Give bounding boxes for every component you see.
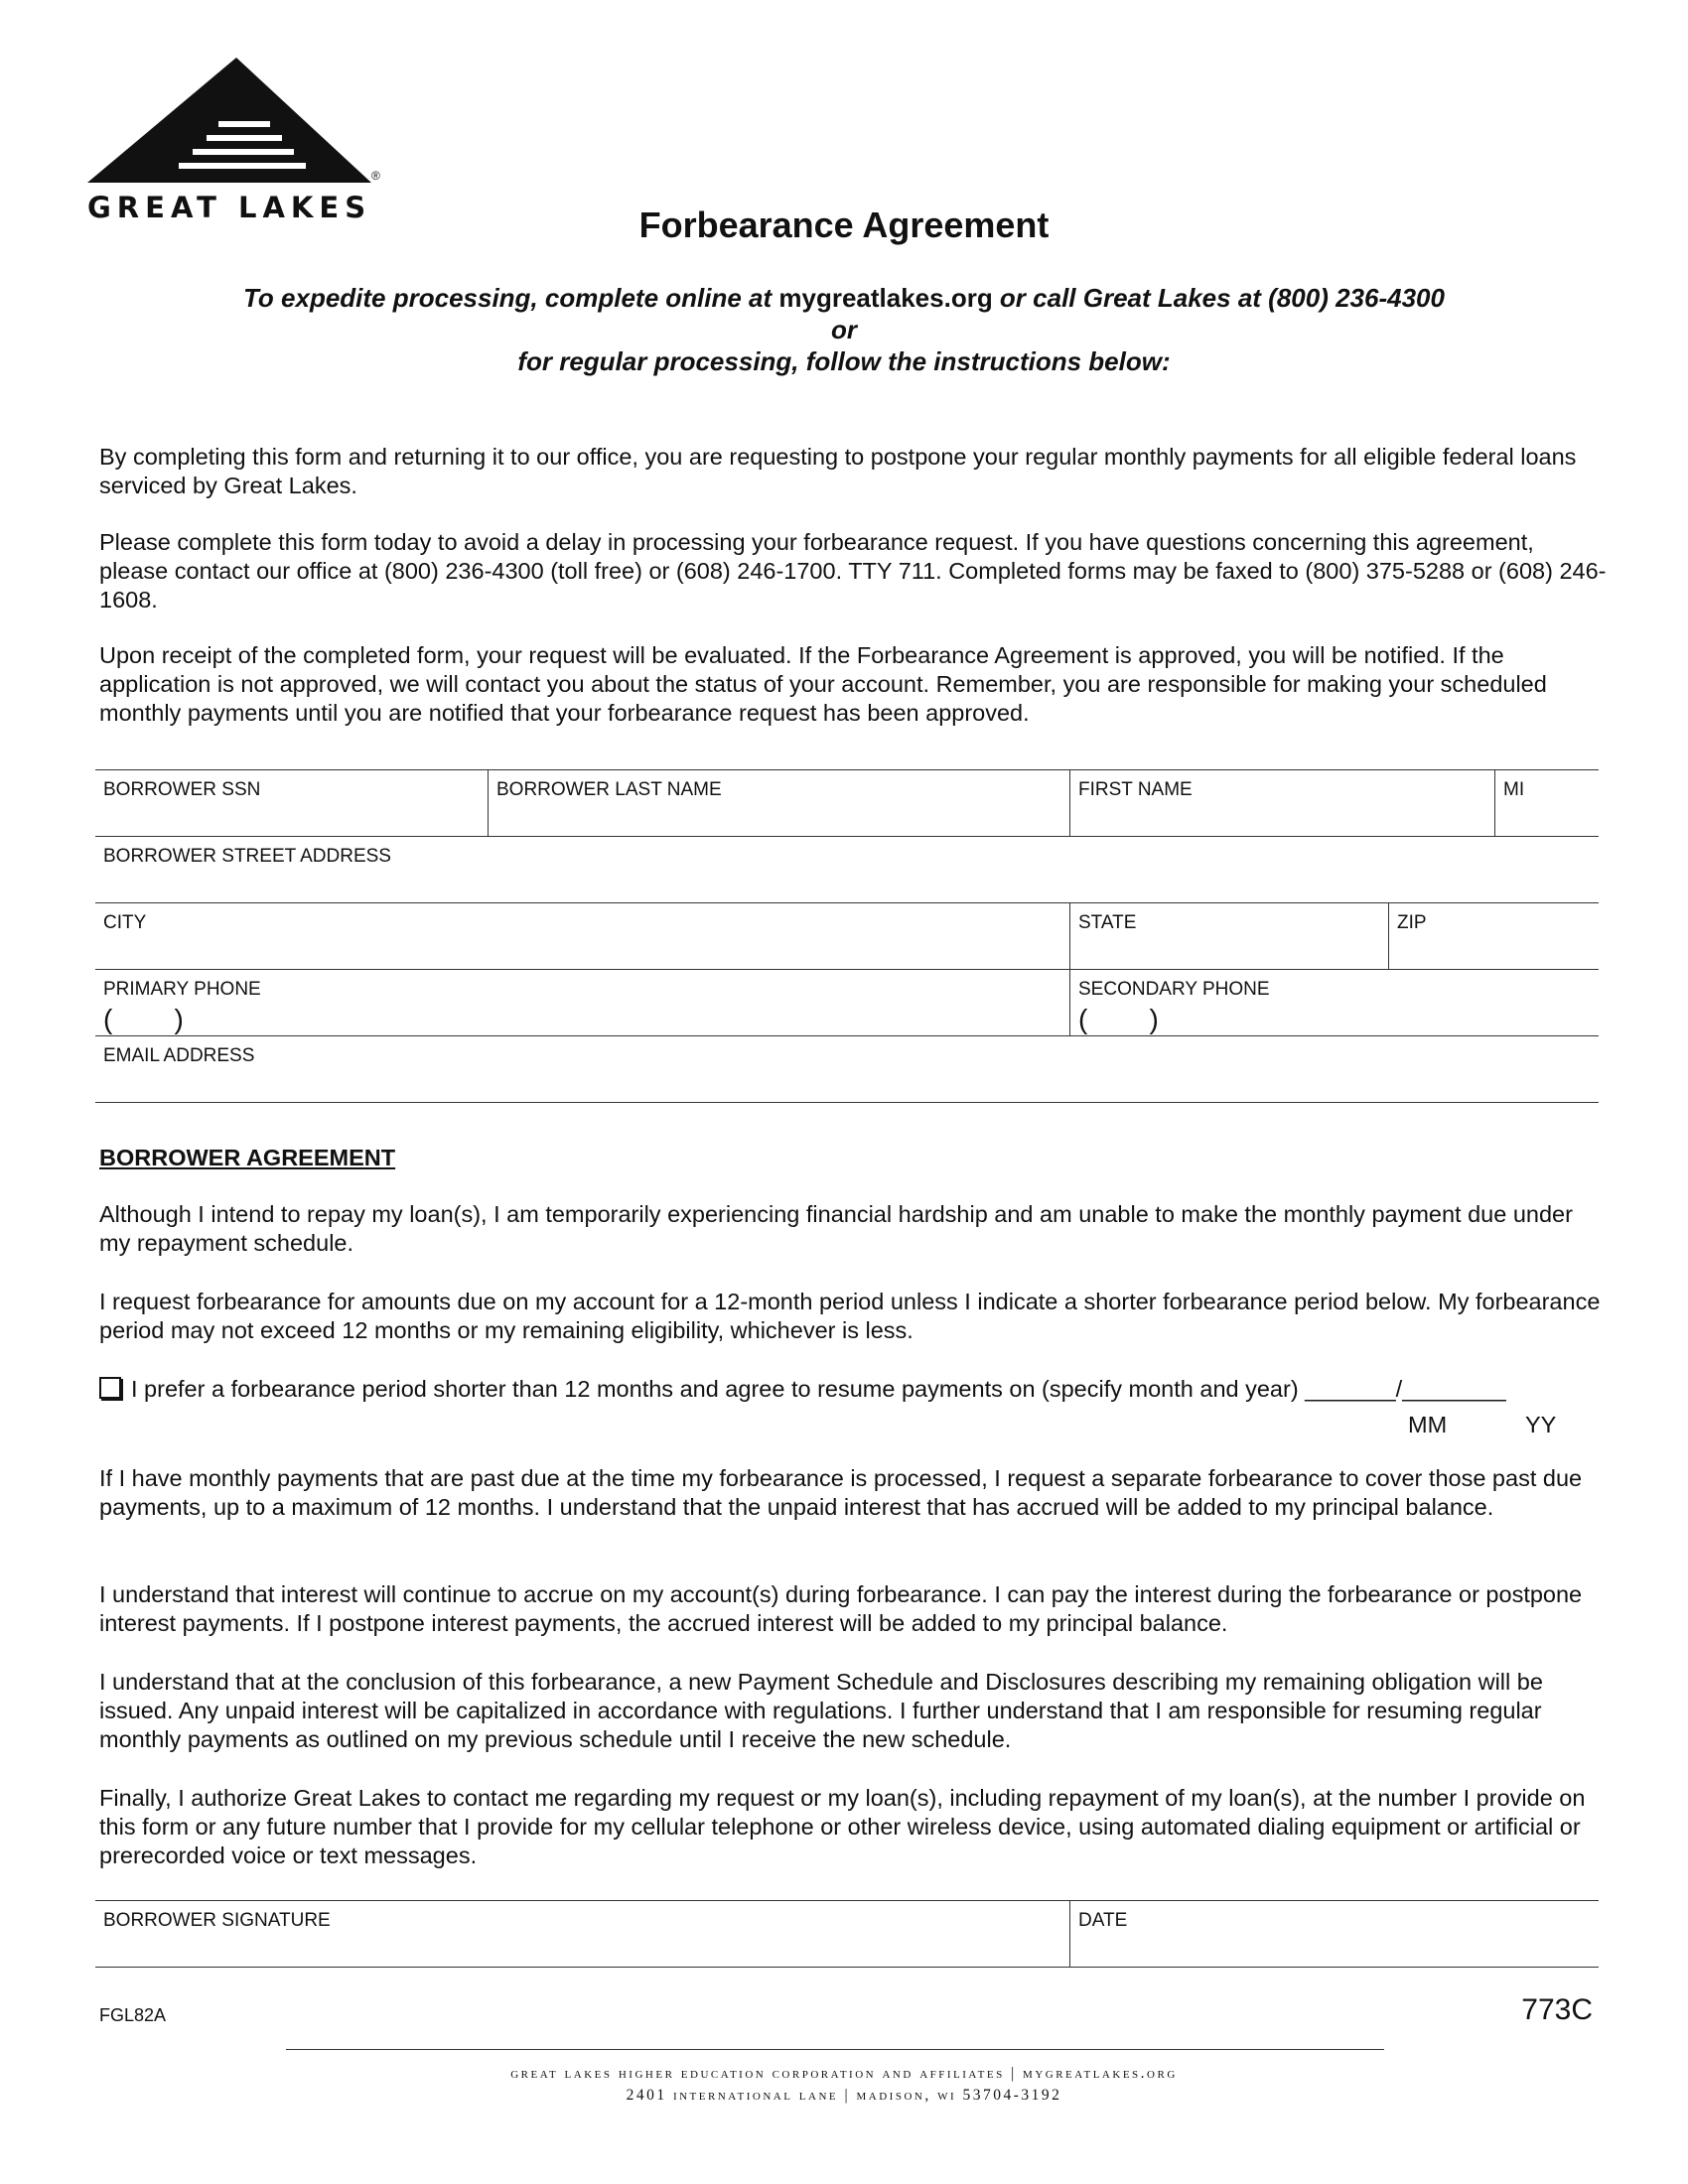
form-row-name [95, 769, 1599, 836]
instructions-line-1 [0, 282, 1688, 314]
secondary-phone-field[interactable] [1069, 970, 1599, 1035]
last-name-label: BORROWER LAST NAME [496, 779, 722, 800]
instructions-text: To expedite processing, complete online at [243, 283, 779, 313]
first-name-field[interactable] [1069, 770, 1494, 836]
agreement-paragraph-4: I understand that interest will continue to accrue on my account(s) during forbearance. I can pay the interest during the forbearance or postpone interest payments. If I postpone interest payments, the accrued interest will be added to my principal balance. [99, 1581, 1583, 1636]
mountain-logo-icon [87, 58, 391, 192]
instructions-line-2: or [831, 315, 857, 344]
date-field[interactable] [1069, 1901, 1599, 1967]
shorter-period-option [99, 1376, 1506, 1403]
borrower-agreement-heading: BORROWER AGREEMENT [99, 1145, 396, 1170]
agreement-paragraph-3: If I have monthly payments that are past due at the time my forbearance is processed, I request a separate forbearance to cover those past due payments, up to a maximum of 12 months. I understand that the unpaid interest that has accrued will be added to my principal balance. [99, 1465, 1583, 1520]
area-code-parens: ( ) [103, 1004, 184, 1034]
footer-line-2: 2401 international lane | madison, wi 53704-3192 [626, 2087, 1062, 2104]
email-field[interactable] [95, 1036, 1599, 1102]
page-title: Forbearance Agreement [638, 205, 1050, 245]
footer-divider [286, 2049, 1384, 2050]
borrower-info-form [95, 769, 1599, 1103]
month-caption: MM [1408, 1412, 1448, 1437]
instructions-phone-text: or call Great Lakes at (800) 236-4300 [992, 283, 1445, 313]
form-row-phone [95, 969, 1599, 1035]
agreement-paragraph-1: Although I intend to repay my loan(s), I am temporarily experiencing financial hardship and am unable to make the monthly payment due under my repayment schedule. [99, 1201, 1573, 1256]
agreement-paragraph-2: I request forbearance for amounts due on my account for a 12-month period unless I indicate a shorter forbearance period below. My forbearance period may not exceed 12 months or my remaining eligibility, whichever is less. [99, 1289, 1601, 1343]
state-label: STATE [1078, 912, 1137, 933]
registered-mark: ® [371, 169, 380, 183]
website-link[interactable]: mygreatlakes.org [778, 283, 993, 313]
shorter-period-text: I prefer a forbearance period shorter than 12 months and agree to resume payments on (specify month and year) _______/________ [131, 1376, 1506, 1402]
form-code: 773C [1521, 1993, 1593, 2026]
mi-field[interactable] [1494, 770, 1599, 836]
primary-phone-label: PRIMARY PHONE [103, 979, 261, 1000]
last-name-field[interactable] [488, 770, 1069, 836]
borrower-signature-label: BORROWER SIGNATURE [103, 1910, 331, 1931]
intro-paragraph-1: By completing this form and returning it to our office, you are requesting to postpone your regular monthly payments for all eligible federal loans serviced by Great Lakes. [99, 444, 1577, 498]
shorter-period-checkbox[interactable] [99, 1377, 121, 1399]
ssn-label: BORROWER SSN [103, 779, 261, 800]
street-address-field[interactable] [95, 837, 1599, 902]
form-row-street [95, 836, 1599, 902]
secondary-phone-label: SECONDARY PHONE [1078, 979, 1270, 1000]
primary-phone-field[interactable] [95, 970, 1069, 1035]
area-code-parens: ( ) [1078, 1004, 1159, 1034]
state-field[interactable] [1069, 903, 1388, 969]
form-row-city [95, 902, 1599, 969]
signature-row [95, 1900, 1599, 1968]
zip-field[interactable] [1388, 903, 1599, 969]
ssn-field[interactable] [95, 770, 488, 836]
zip-label: ZIP [1397, 912, 1427, 933]
borrower-signature-field[interactable] [95, 1901, 1069, 1967]
agreement-paragraph-5: I understand that at the conclusion of this forbearance, a new Payment Schedule and Disclosures describing my remaining obligation will be issued. Any unpaid interest will be capitalized in accordance with regulations. I further understand that I am responsible for resuming regular monthly payments as outlined on my previous schedule until I receive the new schedule. [99, 1669, 1543, 1752]
email-label: EMAIL ADDRESS [103, 1045, 255, 1066]
footer-line-1: great lakes higher education corporation and affiliates | mygreatlakes.org [510, 2065, 1178, 2082]
form-row-email [95, 1035, 1599, 1103]
date-label: DATE [1078, 1910, 1128, 1931]
year-caption: YY [1525, 1412, 1557, 1437]
logo-wordmark: GREAT LAKES [87, 191, 372, 224]
mi-label: MI [1503, 779, 1525, 800]
agreement-paragraph-6: Finally, I authorize Great Lakes to contact me regarding my request or my loan(s), including repayment of my loan(s), at the number I provide on this form or any future number that I provide for my cellular telephone or other wireless device, using automated dialing equipment or artificial or prerecorded voice or text messages. [99, 1785, 1586, 1868]
city-label: CITY [103, 912, 147, 933]
first-name-label: FIRST NAME [1078, 779, 1193, 800]
instructions-line-3: for regular processing, follow the instructions below: [517, 346, 1171, 376]
intro-paragraph-2: Please complete this form today to avoid a delay in processing your forbearance request. If you have questions concerning this agreement, please contact our office at (800) 236-4300 (toll free) or (608) 246-1700. TTY 711. Completed forms may be faxed to (800) 375-5288 or (608) 246-1608. [99, 529, 1607, 613]
processing-instructions [0, 282, 1688, 377]
city-field[interactable] [95, 903, 1069, 969]
form-id: FGL82A [99, 2005, 167, 2025]
signature-block [95, 1900, 1599, 1968]
intro-paragraph-3: Upon receipt of the completed form, your request will be evaluated. If the Forbearance Agreement is approved, you will be notified. If the application is not approved, we will contact you about the status of your account. Remember, you are responsible for making your scheduled monthly payments until you are notified that your forbearance request has been approved. [99, 642, 1547, 726]
street-address-label: BORROWER STREET ADDRESS [103, 846, 391, 867]
